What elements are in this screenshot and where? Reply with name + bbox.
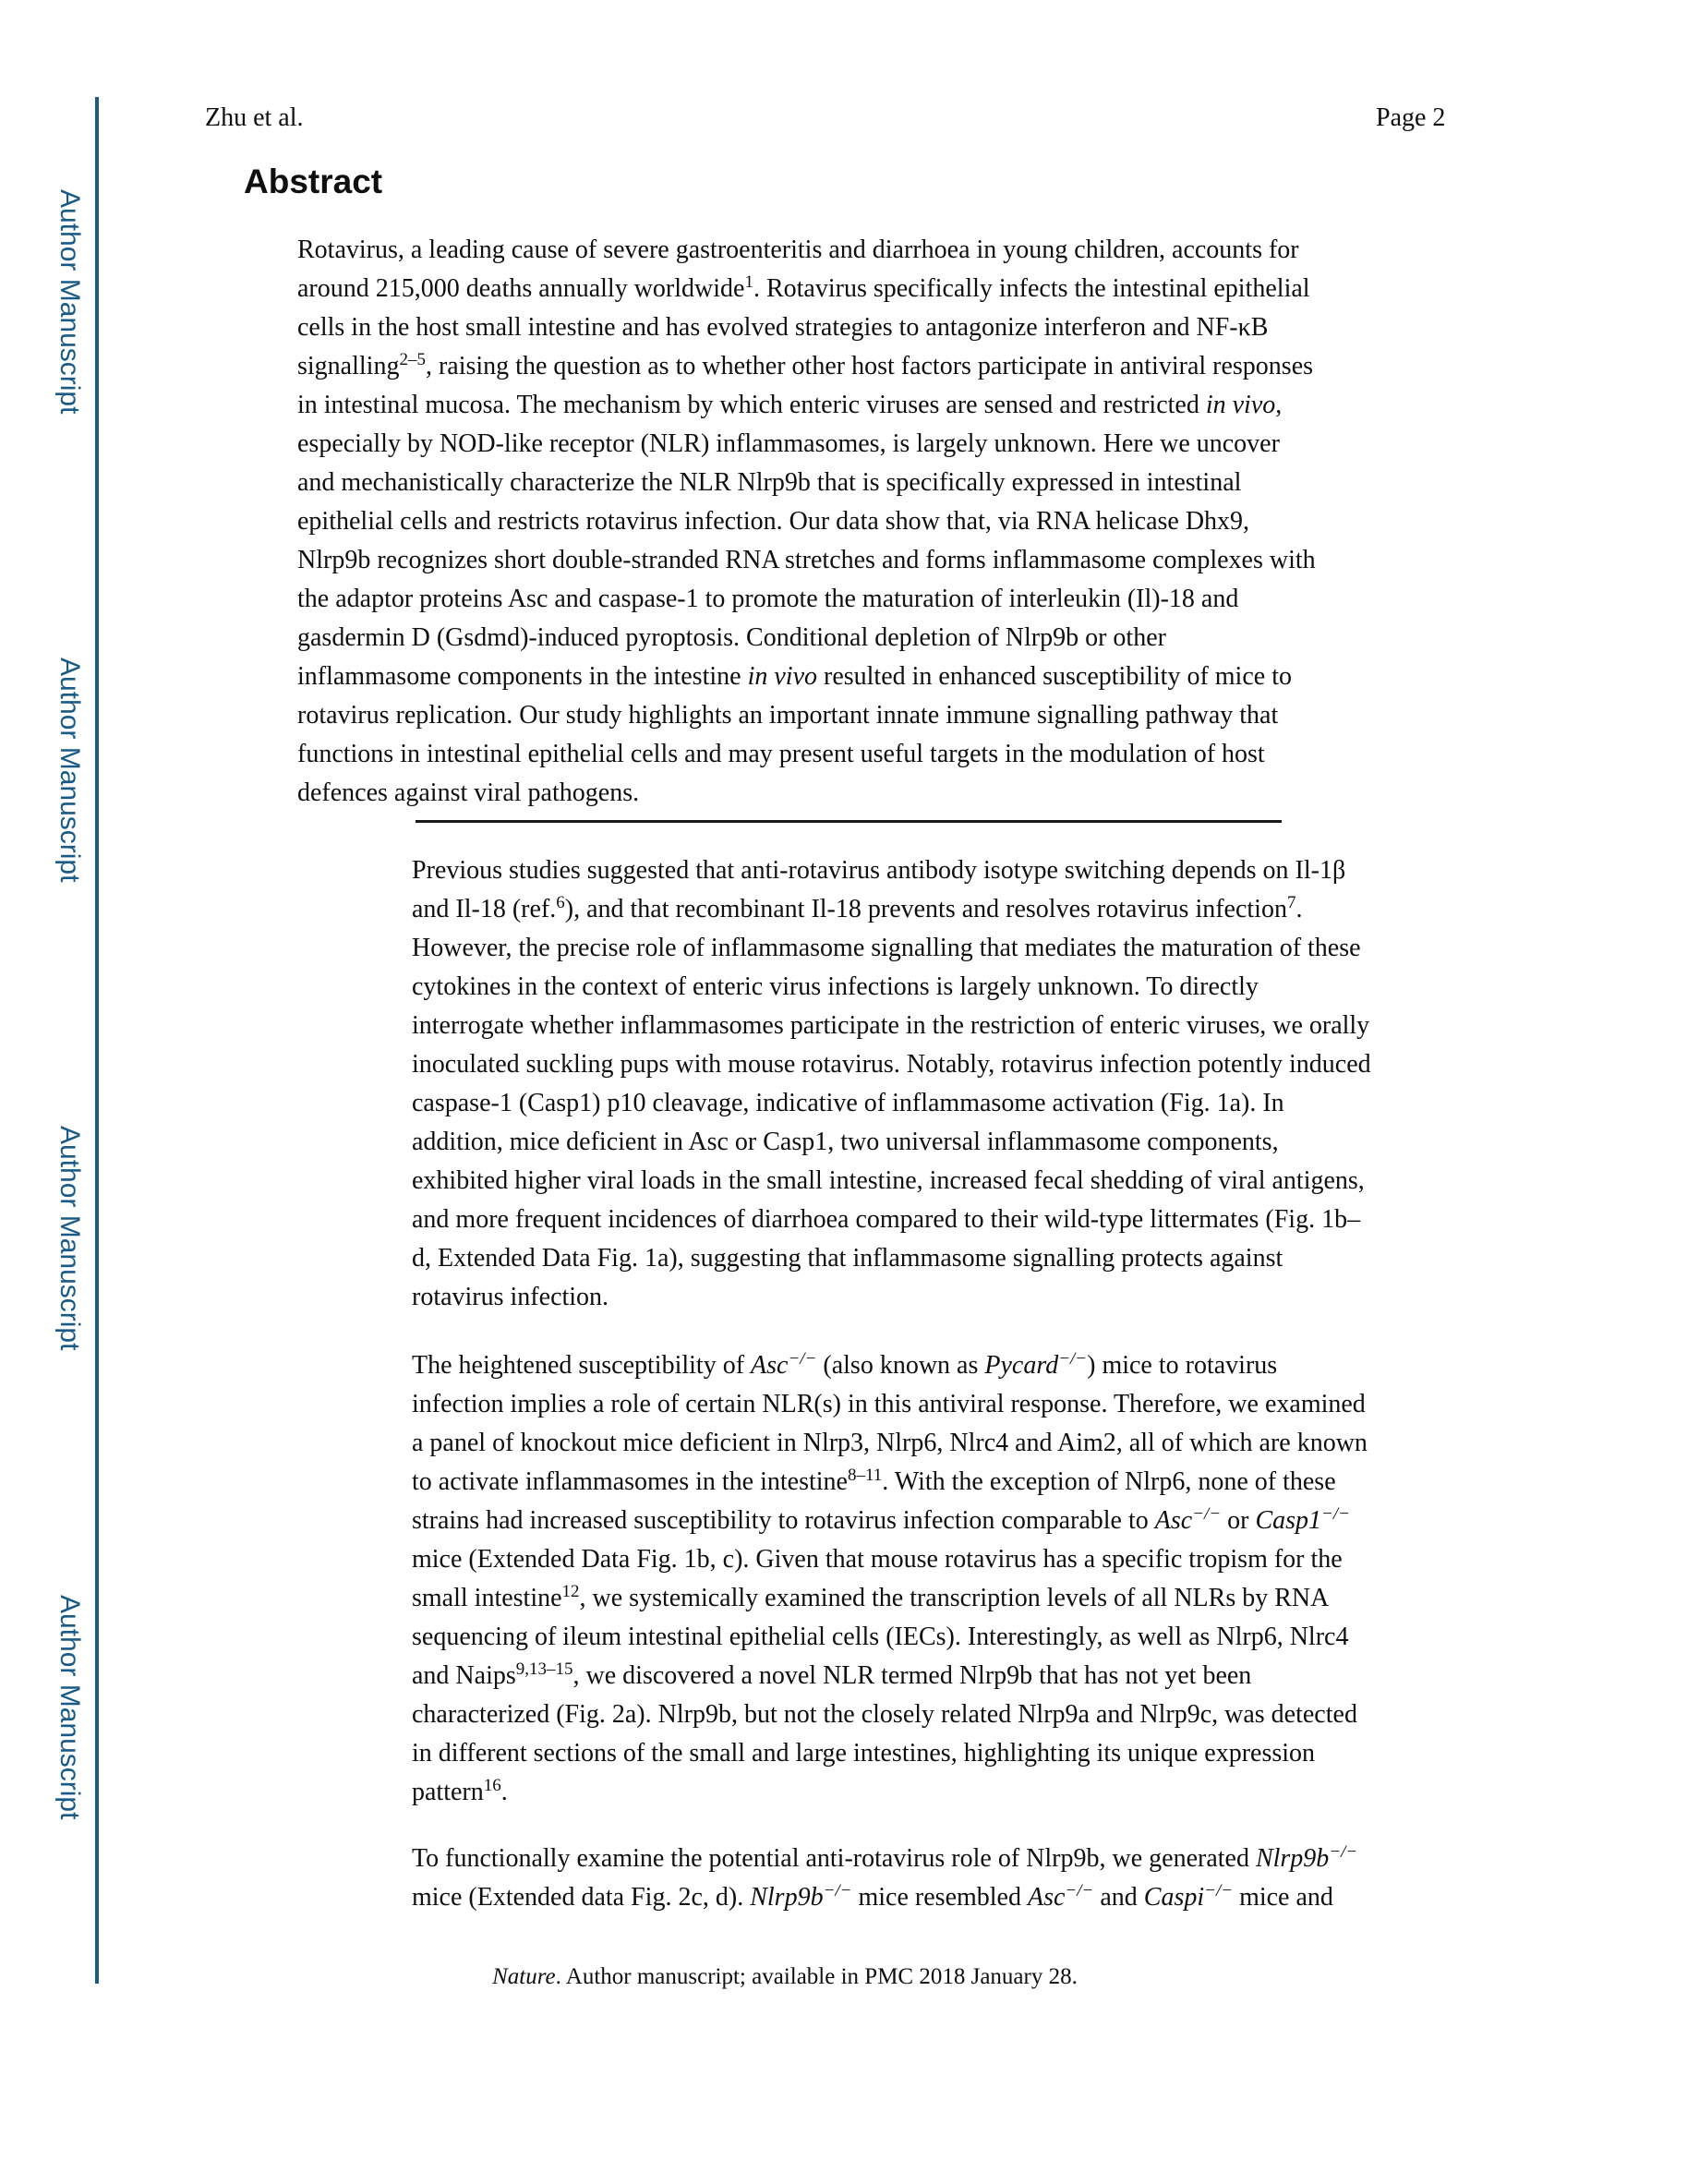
text-line: Nature. Author manuscript; available in PMC 2018 January 28. bbox=[492, 1964, 1078, 1989]
text-line: to activate inflammasomes in the intestine$^{8-11}$. With the exception of Nlrp6, none of these bbox=[412, 1466, 1336, 1496]
text-line: in different sections of the small and large intestines, highlighting its unique expression bbox=[412, 1739, 1316, 1768]
author-manuscript-stamp-4: Author Manuscript bbox=[54, 1595, 85, 1820]
body-paragraph-3 bbox=[412, 1840, 1357, 1917]
sidebar-rule bbox=[95, 97, 99, 1984]
text-line: small intestine$^{12}$, we systemically examined the transcription levels of all NLRs by RNA bbox=[412, 1582, 1330, 1612]
text-line: infection implies a role of certain NLR(s) in this antiviral response. Therefore, we examined bbox=[412, 1390, 1366, 1418]
text-line: around 215,000 deaths annually worldwide$^1$. Rotavirus specifically infects the intestinal epithelial bbox=[297, 272, 1310, 303]
text-line: especially by NOD-like receptor (NLR) inflammasomes, is largely unknown. Here we uncover bbox=[297, 429, 1280, 458]
text-line: interrogate whether inflammasomes participate in the restriction of enteric viruses, we orally bbox=[412, 1011, 1370, 1040]
header-authors: Zhu et al. bbox=[205, 103, 304, 132]
text-line: d, Extended Data Fig. 1a), suggesting that inflammasome signalling protects against bbox=[412, 1244, 1283, 1273]
text-line: Rotavirus, a leading cause of severe gastroenteritis and diarrhoea in young children, accounts for bbox=[297, 235, 1299, 264]
text-line: defences against viral pathogens. bbox=[297, 778, 640, 807]
section-divider bbox=[416, 820, 1282, 823]
text-line: Nlrp9b recognizes short double-stranded RNA stretches and forms inflammasome complexes with bbox=[297, 546, 1316, 574]
header-page-number: Page 2 bbox=[1376, 103, 1446, 132]
text-line: gasdermin D (Gsdmd)-induced pyroptosis. Conditional depletion of Nlrp9b or other bbox=[297, 623, 1166, 652]
text-line: functions in intestinal epithelial cells and may present useful targets in the modulation of host bbox=[297, 740, 1265, 768]
text-line: and more frequent incidences of diarrhoea compared to their wild-type littermates (Fig. 1b– bbox=[412, 1205, 1361, 1234]
body-paragraph-2 bbox=[412, 1346, 1368, 1812]
text-line: inflammasome components in the intestine in vivo resulted in enhanced susceptibility of mice to bbox=[297, 662, 1292, 691]
text-line: strains had increased susceptibility to rotavirus infection comparable to Asc−/− or Casp1−/− bbox=[412, 1504, 1350, 1535]
text-line: rotavirus replication. Our study highlights an important innate immune signalling pathway that bbox=[297, 701, 1279, 730]
text-line: signalling$^{2-5}$, raising the question as to whether other host factors participate in antiviral responses bbox=[297, 350, 1314, 380]
section-heading-abstract: Abstract bbox=[244, 163, 383, 200]
author-manuscript-stamp-3: Author Manuscript bbox=[54, 1126, 85, 1351]
text-line: inoculated suckling pups with mouse rotavirus. Notably, rotavirus infection potently induced bbox=[412, 1050, 1371, 1079]
author-manuscript-stamp-1: Author Manuscript bbox=[54, 189, 85, 415]
text-line: caspase-1 (Casp1) p10 cleavage, indicative of inflammasome activation (Fig. 1a). In bbox=[412, 1089, 1284, 1117]
text-line: cytokines in the context of enteric virus infections is largely unknown. To directly bbox=[412, 972, 1259, 1001]
text-line: exhibited higher viral loads in the small intestine, increased fecal shedding of viral antigens, bbox=[412, 1166, 1365, 1195]
abstract-paragraph bbox=[297, 231, 1316, 813]
text-line: pattern$^{16}$. bbox=[412, 1776, 508, 1806]
text-line: and Naips$^{9,13-15}$, we discovered a novel NLR termed Nlrp9b that has not yet been bbox=[412, 1659, 1252, 1690]
page-footer bbox=[337, 1961, 1233, 1993]
text-line: the adaptor proteins Asc and caspase-1 to promote the maturation of interleukin (Il)-18 and bbox=[297, 585, 1239, 613]
body-paragraph-1 bbox=[412, 851, 1371, 1317]
text-line: mice (Extended data Fig. 2c, d). Nlrp9b−/− mice resembled Asc−/− and Caspi−/− mice and bbox=[412, 1881, 1333, 1912]
text-line: cells in the host small intestine and has evolved strategies to antagonize interferon and NF-κB bbox=[297, 313, 1269, 342]
text-line: epithelial cells and restricts rotavirus infection. Our data show that, via RNA helicase Dhx9, bbox=[297, 507, 1250, 536]
text-line: and mechanistically characterize the NLR Nlrp9b that is specifically expressed in intestinal bbox=[297, 468, 1242, 497]
text-line: characterized (Fig. 2a). Nlrp9b, but not the closely related Nlrp9a and Nlrp9c, was detected bbox=[412, 1700, 1357, 1729]
text-line: However, the precise role of inflammasome signalling that mediates the maturation of these bbox=[412, 934, 1361, 962]
text-line: To functionally examine the potential anti-rotavirus role of Nlrp9b, we generated Nlrp9b−/− bbox=[412, 1842, 1358, 1873]
text-line: Previous studies suggested that anti-rotavirus antibody isotype switching depends on Il-1β bbox=[412, 856, 1346, 885]
text-line: sequencing of ileum intestinal epithelial cells (IECs). Interestingly, as well as Nlrp6, Nlrc4 bbox=[412, 1623, 1349, 1651]
text-line: The heightened susceptibility of Asc−/− (also known as Pycard−/−) mice to rotavirus bbox=[412, 1349, 1278, 1380]
text-line: and Il-18 (ref.$^6$), and that recombinant Il-18 prevents and resolves rotavirus infection$^7$. bbox=[412, 893, 1303, 923]
author-manuscript-stamp-2: Author Manuscript bbox=[54, 658, 85, 883]
text-line: mice (Extended Data Fig. 1b, c). Given that mouse rotavirus has a specific tropism for the bbox=[412, 1545, 1343, 1574]
text-line: addition, mice deficient in Asc or Casp1, two universal inflammasome components, bbox=[412, 1128, 1279, 1156]
text-line: a panel of knockout mice deficient in Nlrp3, Nlrp6, Nlrc4 and Aim2, all of which are known bbox=[412, 1429, 1368, 1457]
text-line: rotavirus infection. bbox=[412, 1283, 609, 1311]
text-line: in intestinal mucosa. The mechanism by which enteric viruses are sensed and restricted in vivo, bbox=[297, 391, 1283, 419]
